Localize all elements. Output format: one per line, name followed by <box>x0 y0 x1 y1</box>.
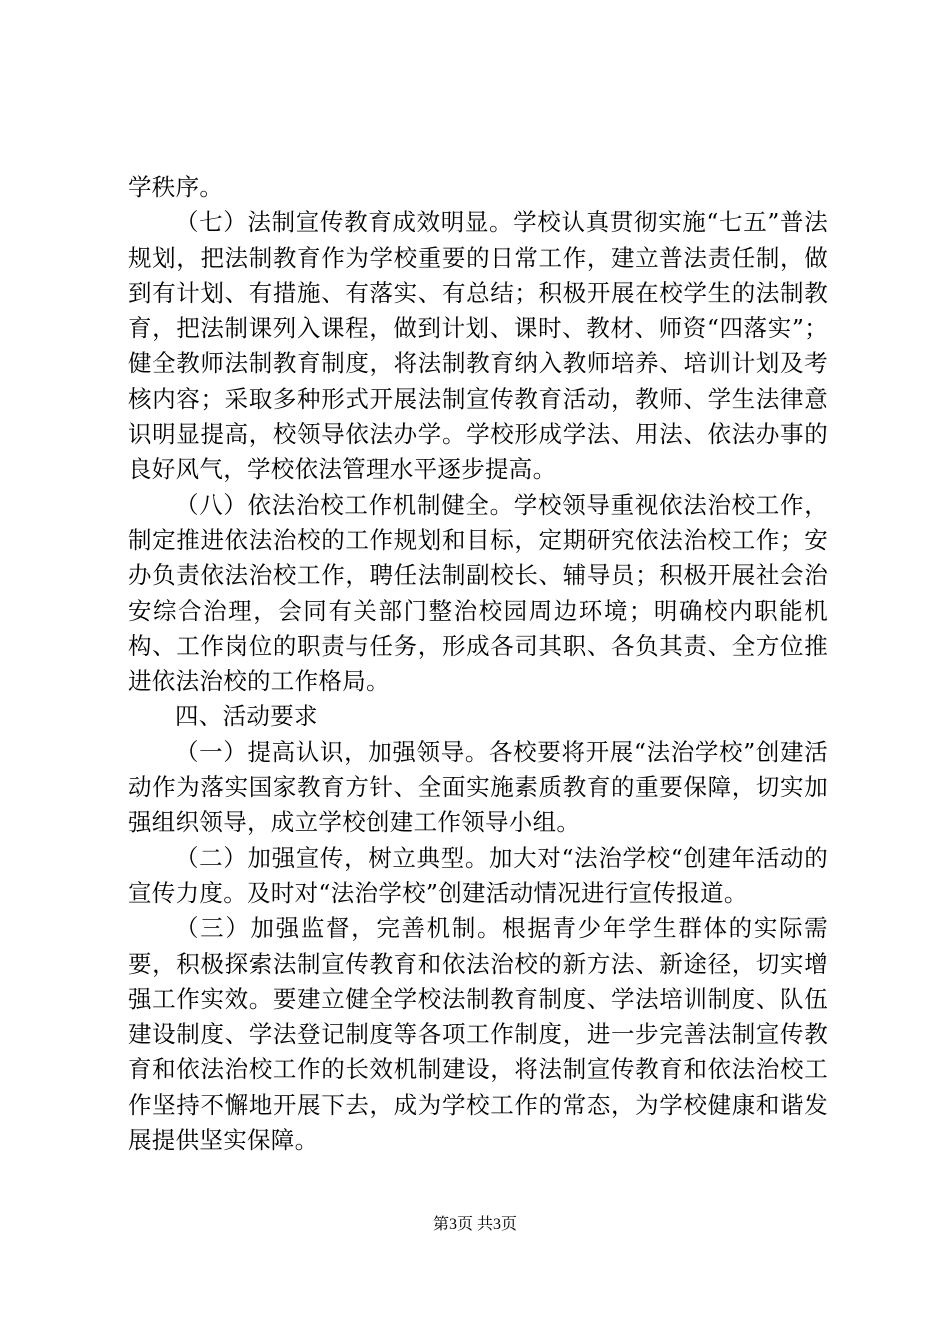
paragraph-requirement-3: （三）加强监督，完善机制。根据青少年学生群体的实际需要，积极探索法制宣传教育和依法治校的新方法、新途径，切实增强工作实效。要建立健全学校法制教育制度、学法培训制度、队伍建设制度、学法登记制度等各项工作制度，进一步完善法制宣传教育和依法治校工作的长效机制建设，将法制宣传教育和依法治校工作坚持不懈地开展下去，成为学校工作的常态，为学校健康和谐发展提供坚实保障。 <box>128 914 828 1155</box>
paragraph-continuation: 学秩序。 <box>128 173 224 201</box>
page-number-label: 第3页 共3页 <box>432 1216 517 1233</box>
paragraph-section-8: （八）依法治校工作机制健全。学校领导重视依法治校工作，制定推进依法治校的工作规划和目标，定期研究依法治校工作；安办负责依法治校工作，聘任法制副校长、辅导员；积极开展社会治安综合治理，会同有关部门整治校园周边环境；明确校内职能机构、工作岗位的职责与任务，形成各司其职、各负其责、全方位推进依法治校的工作格局。 <box>128 490 828 696</box>
paragraph-requirement-2: （二）加强宣传，树立典型。加大对“法治学校“创建年活动的宣传力度。及时对“法治学校”创建活动情况进行宣传报道。 <box>128 843 828 907</box>
paragraph-requirement-1: （一）提高认识，加强领导。各校要将开展“法治学校”创建活动作为落实国家教育方针、全面实施素质教育的重要保障，切实加强组织领导，成立学校创建工作领导小组。 <box>128 737 828 837</box>
heading-activity-requirements: 四、活动要求 <box>175 702 318 731</box>
paragraph-section-7: （七）法制宣传教育成效明显。学校认真贯彻实施“七五”普法规划，把法制教育作为学校重要的日常工作，建立普法责任制，做到有计划、有措施、有落实、有总结；积极开展在校学生的法制教育，把法制课列入课程，做到计划、课时、教材、师资“四落实”；健全教师法制教育制度，将法制教育纳入教师培养、培训计划及考核内容；采取多种形式开展法制宣传教育活动，教师、学生法律意识明显提高，校领导依法办学。学校形成学法、用法、依法办事的良好风气，学校依法管理水平逐步提高。 <box>128 208 828 484</box>
page-footer <box>0 1215 950 1235</box>
document-body <box>128 170 828 1158</box>
